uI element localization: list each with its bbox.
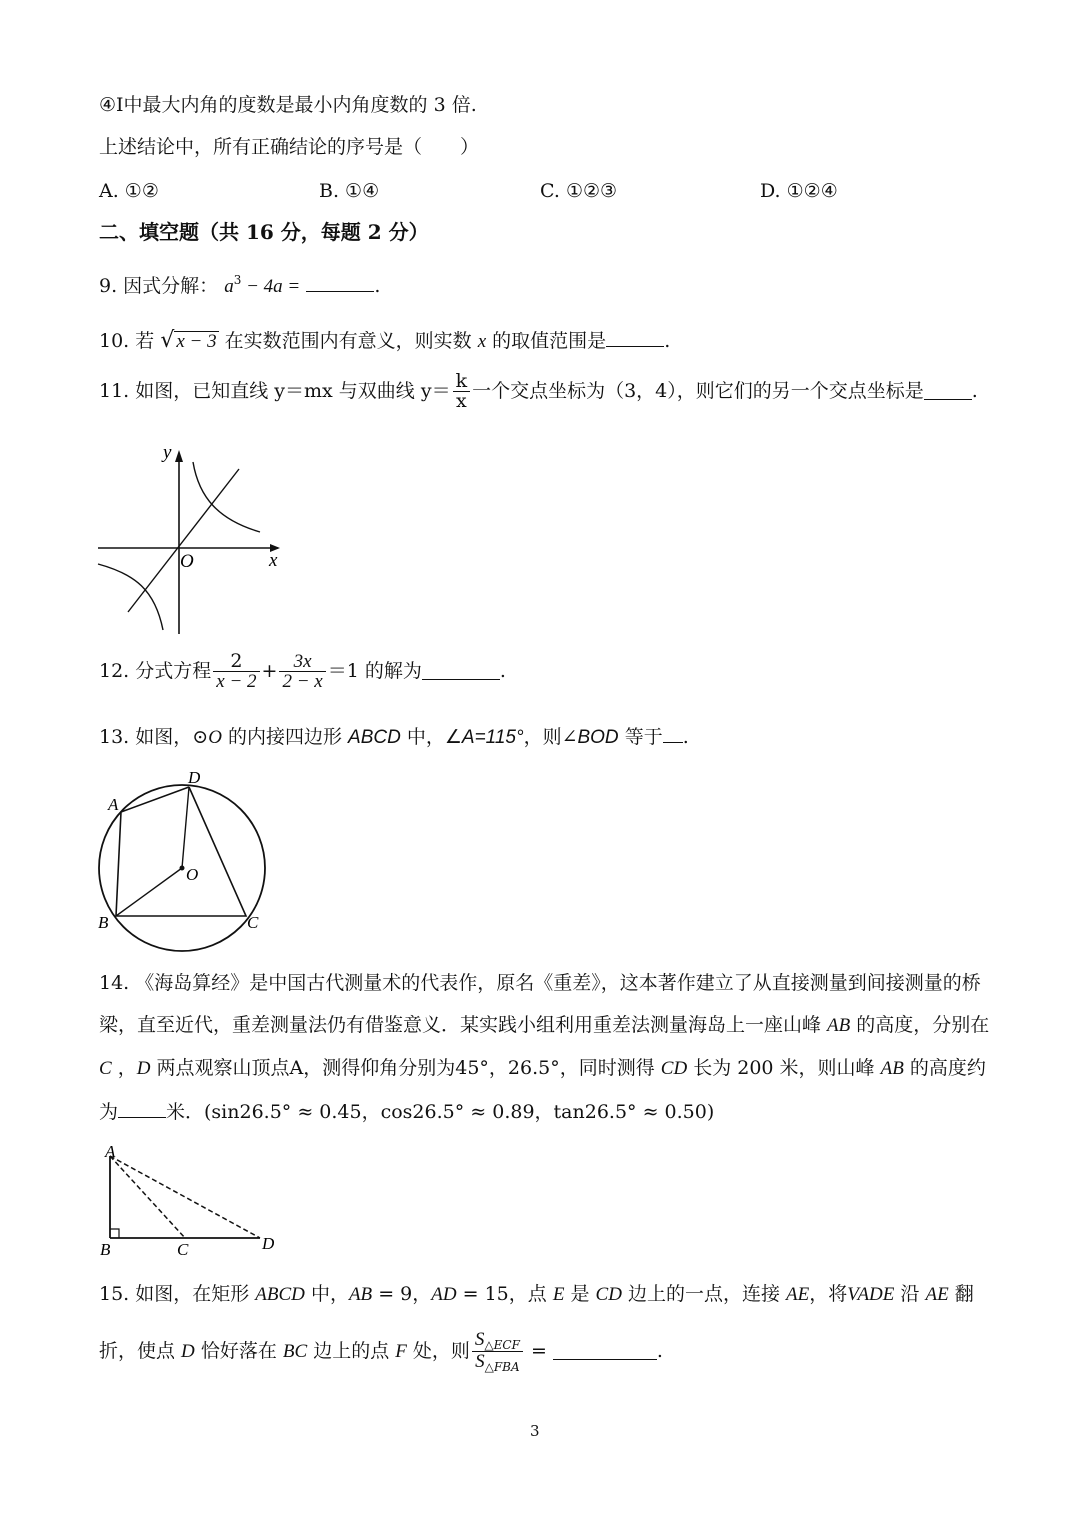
segment-od xyxy=(182,787,189,868)
q12-fraction-1 xyxy=(213,652,259,691)
q15-l1b: 中， xyxy=(304,1283,349,1305)
q15-l2d: 处，则 xyxy=(406,1340,470,1362)
q12-suffix: ＝1 的解为 xyxy=(327,660,422,682)
q15-ab: AB xyxy=(348,1284,373,1305)
y-axis-label: y xyxy=(163,442,172,463)
q15-tri: VADE xyxy=(847,1284,895,1305)
q11-figure xyxy=(95,440,295,640)
q14-l3-cd: CD xyxy=(660,1058,688,1079)
q15-end: . xyxy=(656,1340,663,1362)
q11-answer-blank[interactable] xyxy=(924,383,972,400)
q15-ratio-num xyxy=(472,1330,523,1351)
quadrilateral-abcd xyxy=(116,787,246,916)
q15-ratio-den xyxy=(472,1351,523,1373)
q13-figure xyxy=(95,765,270,960)
q10-radicand: x − 3 xyxy=(176,331,217,352)
q15-cd: CD xyxy=(595,1284,622,1305)
q15-ad: AD xyxy=(431,1284,457,1305)
q12-f1-num: 2 xyxy=(230,650,243,672)
q13-circle: O xyxy=(208,727,222,748)
page-number: 3 xyxy=(530,1422,540,1440)
q15-line-1 xyxy=(99,1285,974,1304)
q10-text1: 在实数范围内有意义，则实数 xyxy=(218,330,478,352)
q15-den-sub: △FBA xyxy=(484,1360,520,1374)
q12-f2-num: 3x xyxy=(293,651,312,672)
q14-l4a: 为 xyxy=(99,1101,119,1123)
q15-l1f: 沿 xyxy=(894,1283,926,1305)
label-a: A xyxy=(108,795,119,814)
q15-e: E xyxy=(552,1284,565,1305)
label-c: C xyxy=(177,1240,189,1259)
q11-frac-den: x xyxy=(453,391,471,411)
q9 xyxy=(99,274,380,296)
hyperbola-branch-2 xyxy=(98,564,163,630)
segment-ad xyxy=(110,1156,260,1238)
q11-fraction xyxy=(453,372,471,411)
q14-line-1: 14. 《海岛算经》是中国古代测量术的代表作，原名《重差》，这本著作建立了从直接测量到间接测量的桥 xyxy=(99,972,981,994)
q10-end: . xyxy=(664,330,671,352)
q11 xyxy=(99,372,978,411)
q13-text4: 等于 xyxy=(618,726,663,748)
q15-answer-blank[interactable] xyxy=(553,1343,657,1360)
q13-text3: ，则∠ xyxy=(523,726,578,748)
q15-bc: BC xyxy=(282,1341,308,1362)
q15-eq9: = 9， xyxy=(372,1283,432,1305)
q14-l2a: 梁，直至近代，重差测量法仍有借鉴意义．某实践小组利用重差法测量海岛上一座山峰 xyxy=(99,1014,828,1036)
q11-prefix: 11. 如图，已知直线 y＝mx 与双曲线 y＝ xyxy=(99,380,451,402)
q14-l2b: 的高度，分别在 xyxy=(850,1014,990,1036)
q8-option-c: C. ①②③ xyxy=(540,180,618,202)
q13-text2: 中， xyxy=(400,726,445,748)
q10-var: x xyxy=(477,331,487,352)
q10-prefix: 10. 若 xyxy=(99,330,155,352)
q13-quad: ABCD xyxy=(348,727,401,748)
q14-l3-c: C xyxy=(99,1058,112,1079)
q9-prefix: 9. 因式分解： xyxy=(99,275,219,297)
q13 xyxy=(99,726,689,747)
q8-option-b: B. ①④ xyxy=(319,180,380,202)
q14-line-3 xyxy=(99,1059,986,1078)
q14-line-4 xyxy=(99,1101,714,1122)
q14-l3-d: D xyxy=(136,1058,151,1079)
sqrt-sign: √ xyxy=(160,328,175,353)
q14-l3a: 两点观察山顶点A，测得仰角分别为45°，26.5°，同时测得 xyxy=(150,1057,661,1079)
q10-text2: 的取值范围是 xyxy=(486,330,607,352)
q15-eq15: = 15，点 xyxy=(456,1283,553,1305)
q15-l2a: 折，使点 xyxy=(99,1340,182,1362)
q9-answer-blank[interactable] xyxy=(306,275,374,292)
q15-d: D xyxy=(181,1341,195,1362)
label-c: C xyxy=(247,913,259,932)
right-angle-mark xyxy=(110,1229,119,1238)
origin-label: O xyxy=(180,551,194,572)
q14-figure xyxy=(97,1142,287,1262)
q15-l1a: 15. 如图，在矩形 xyxy=(99,1283,256,1305)
q13-end: . xyxy=(682,726,689,748)
q9-expr-a: a xyxy=(224,276,234,297)
q14-l3-ab: AB xyxy=(880,1058,904,1079)
q15-l2c: 边上的点 xyxy=(307,1340,396,1362)
label-b: B xyxy=(98,913,109,932)
q12-end: . xyxy=(499,660,506,682)
q15-l1g: 翻 xyxy=(948,1283,974,1305)
q15-eq: = xyxy=(524,1340,547,1362)
q15-abcd: ABCD xyxy=(255,1284,305,1305)
center-point xyxy=(180,866,185,871)
q12-f2-den: 2 − x xyxy=(279,671,325,691)
x-axis-label: x xyxy=(269,550,278,571)
section-heading: 二、填空题（共 16 分，每题 2 分） xyxy=(99,220,429,244)
q12-prefix: 12. 分式方程 xyxy=(99,660,212,682)
label-b: B xyxy=(100,1240,111,1259)
q14-line-2 xyxy=(99,1016,989,1035)
q15-l1d: 边上的一点，连接 xyxy=(621,1283,787,1305)
q8-statement-4: ④I中最大内角的度数是最小内角度数的 3 倍. xyxy=(99,94,477,116)
q11-suffix: 一个交点坐标为（3，4），则它们的另一个交点坐标是 xyxy=(472,380,924,402)
q12-plus: + xyxy=(261,660,278,682)
q14-l4b: 米．(sin26.5° ≈ 0.45，cos26.5° ≈ 0.89，tan26.5° ≈ 0.50) xyxy=(166,1101,715,1123)
q14-answer-blank[interactable] xyxy=(118,1101,166,1118)
q15-l1c: 是 xyxy=(564,1283,596,1305)
q11-frac-num: k xyxy=(455,370,468,392)
line-y-mx xyxy=(128,469,239,612)
y-axis-arrow xyxy=(175,450,183,462)
label-a: A xyxy=(105,1142,116,1161)
q9-expr-exp: 3 xyxy=(233,273,242,287)
q15-den-s: S xyxy=(475,1351,485,1372)
label-o: O xyxy=(186,865,199,884)
q15-line-2 xyxy=(99,1330,663,1373)
q15-l2b: 恰好落在 xyxy=(194,1340,283,1362)
segment-ob xyxy=(116,868,182,916)
q15-num-s: S xyxy=(474,1329,485,1350)
q14-l2-ab: AB xyxy=(827,1015,851,1036)
label-d: D xyxy=(188,768,201,787)
q13-prefix: 13. 如图，⊙ xyxy=(99,726,209,748)
label-d: D xyxy=(262,1234,275,1253)
q12-answer-blank[interactable] xyxy=(422,663,500,680)
q10 xyxy=(99,330,670,352)
q8-option-d: D. ①②④ xyxy=(760,180,838,202)
q8-option-a: A. ①② xyxy=(99,180,159,202)
q15-ae: AE xyxy=(786,1284,810,1305)
q13-bod: BOD xyxy=(577,727,619,748)
q12 xyxy=(99,652,506,691)
q15-f: F xyxy=(395,1341,407,1362)
q15-ae2: AE xyxy=(925,1284,949,1305)
q15-area-ratio xyxy=(472,1330,523,1373)
q14-l3c2: 的高度约 xyxy=(903,1057,986,1079)
segment-ac xyxy=(110,1156,185,1238)
q9-expr-rest: − 4a = xyxy=(241,276,301,297)
q13-answer-blank[interactable] xyxy=(663,726,683,743)
q15-l1e: ，将 xyxy=(809,1283,848,1305)
q15-num-sub: △ECF xyxy=(484,1338,520,1352)
q12-f1-den: x − 2 xyxy=(213,671,259,691)
q14-l3b: 长为 200 米，则山峰 xyxy=(687,1057,881,1079)
q8-prompt: 上述结论中，所有正确结论的序号是（ ） xyxy=(99,136,480,158)
q13-angle: ∠A=115° xyxy=(444,727,524,748)
q13-text1: 的内接四边形 xyxy=(221,726,349,748)
q11-end: . xyxy=(971,380,978,402)
hyperbola-branch-1 xyxy=(193,462,260,532)
q9-end: . xyxy=(374,275,381,297)
q14-l3-sep: ， xyxy=(111,1057,137,1079)
q12-fraction-2 xyxy=(279,652,325,691)
q10-answer-blank[interactable] xyxy=(606,330,664,347)
